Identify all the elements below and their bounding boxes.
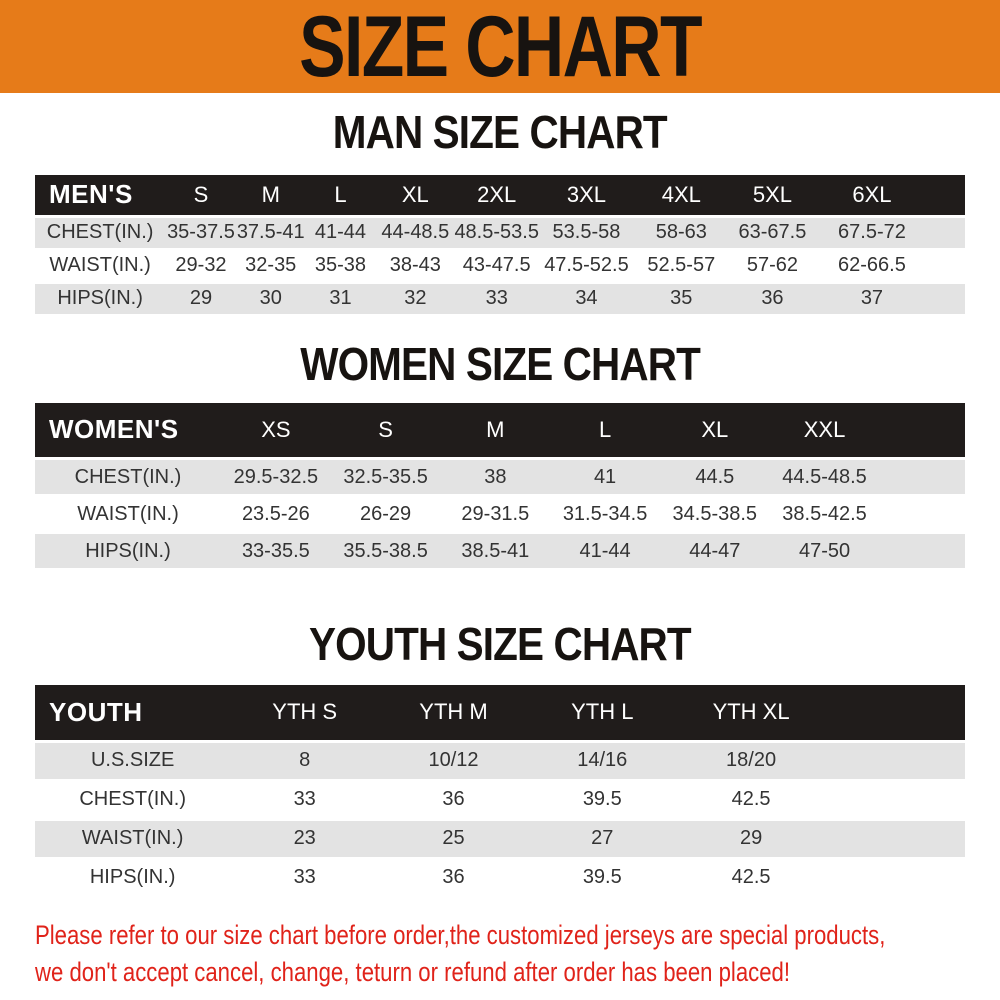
- table-cell: 35: [634, 282, 729, 315]
- table-cell: 29-32: [165, 249, 237, 282]
- table-cell: 25: [379, 819, 528, 858]
- row-label-cell: WAIST(IN.): [35, 819, 230, 858]
- table-cell: 33: [230, 858, 379, 897]
- header-cell: 6XL: [816, 175, 928, 216]
- spacer-cell: [928, 249, 965, 282]
- table-cell: 35.5-38.5: [331, 533, 441, 570]
- table-cell: 29: [677, 819, 826, 858]
- table-cell: 35-38: [305, 249, 377, 282]
- table-cell: 8: [230, 741, 379, 780]
- table-cell: 23.5-26: [221, 496, 331, 533]
- row-label-cell: CHEST(IN.): [35, 216, 165, 249]
- table-row: [35, 459, 965, 496]
- women-section-heading: [0, 337, 1000, 390]
- table-cell: 44.5-48.5: [770, 459, 880, 496]
- table-cell: 29: [165, 282, 237, 315]
- table-cell: 29.5-32.5: [221, 459, 331, 496]
- table-row: [35, 819, 965, 858]
- table-cell: 42.5: [677, 780, 826, 819]
- women-size-section: [0, 337, 1000, 572]
- disclaimer-line-1: Please refer to our size chart before order,the customized jerseys are special products,: [35, 919, 886, 950]
- header-cell: WOMEN'S: [35, 403, 221, 459]
- spacer-cell: [879, 459, 965, 496]
- spacer-cell: [825, 858, 965, 897]
- table-cell: 39.5: [528, 858, 677, 897]
- table-cell: 42.5: [677, 858, 826, 897]
- table-cell: 36: [729, 282, 816, 315]
- header-cell: XS: [221, 403, 331, 459]
- spacer-cell: [825, 780, 965, 819]
- table-cell: 36: [379, 780, 528, 819]
- table-cell: 41-44: [550, 533, 660, 570]
- table-cell: 37: [816, 282, 928, 315]
- table-cell: 33-35.5: [221, 533, 331, 570]
- men-size-table: [35, 175, 965, 317]
- table-cell: 52.5-57: [634, 249, 729, 282]
- size-chart-banner: [0, 0, 1000, 93]
- disclaimer-note: [35, 917, 1000, 991]
- table-cell: 36: [379, 858, 528, 897]
- row-label-cell: WAIST(IN.): [35, 496, 221, 533]
- table-row: [35, 780, 965, 819]
- header-cell: L: [305, 175, 377, 216]
- header-cell: S: [331, 403, 441, 459]
- man-section-heading: [0, 106, 1000, 158]
- table-row: [35, 858, 965, 897]
- table-cell: 27: [528, 819, 677, 858]
- table-cell: 23: [230, 819, 379, 858]
- table-cell: 31: [305, 282, 377, 315]
- heading-text: YOUTH SIZE CHART: [309, 618, 691, 670]
- youth-size-section: [0, 618, 1000, 899]
- table-cell: 29-31.5: [440, 496, 550, 533]
- heading-text: WOMEN SIZE CHART: [300, 337, 700, 390]
- table-cell: 44-47: [660, 533, 770, 570]
- table-cell: 62-66.5: [816, 249, 928, 282]
- youth-section-heading: [0, 618, 1000, 670]
- table-cell: 34.5-38.5: [660, 496, 770, 533]
- table-cell: 67.5-72: [816, 216, 928, 249]
- table-row: [35, 496, 965, 533]
- header-cell: 4XL: [634, 175, 729, 216]
- spacer-cell: [928, 216, 965, 249]
- man-size-section: [0, 106, 1000, 317]
- table-cell: 38: [440, 459, 550, 496]
- header-row: [35, 403, 965, 459]
- spacer-cell: [879, 496, 965, 533]
- table-row: [35, 741, 965, 780]
- table-cell: 38.5-42.5: [770, 496, 880, 533]
- table-cell: 58-63: [634, 216, 729, 249]
- table-cell: 31.5-34.5: [550, 496, 660, 533]
- table-row: [35, 216, 965, 249]
- table-row: [35, 282, 965, 315]
- header-cell: 2XL: [454, 175, 539, 216]
- row-label-cell: CHEST(IN.): [35, 780, 230, 819]
- spacer-cell: [928, 282, 965, 315]
- spacer-cell: [928, 175, 965, 216]
- table-cell: 47.5-52.5: [539, 249, 634, 282]
- row-label-cell: U.S.SIZE: [35, 741, 230, 780]
- table-cell: 43-47.5: [454, 249, 539, 282]
- table-cell: 10/12: [379, 741, 528, 780]
- table-cell: 18/20: [677, 741, 826, 780]
- header-cell: YTH L: [528, 685, 677, 741]
- header-cell: 5XL: [729, 175, 816, 216]
- row-label-cell: HIPS(IN.): [35, 282, 165, 315]
- header-cell: YTH XL: [677, 685, 826, 741]
- table-cell: 33: [230, 780, 379, 819]
- header-row: [35, 175, 965, 216]
- table-cell: 32: [376, 282, 454, 315]
- table-cell: 41: [550, 459, 660, 496]
- spacer-cell: [879, 533, 965, 570]
- women-size-table: [35, 403, 965, 572]
- table-cell: 33: [454, 282, 539, 315]
- table-cell: 41-44: [305, 216, 377, 249]
- spacer-cell: [825, 741, 965, 780]
- header-cell: 3XL: [539, 175, 634, 216]
- table-cell: 38-43: [376, 249, 454, 282]
- table-cell: 57-62: [729, 249, 816, 282]
- header-cell: XL: [660, 403, 770, 459]
- table-row: [35, 533, 965, 570]
- row-label-cell: HIPS(IN.): [35, 533, 221, 570]
- table-cell: 26-29: [331, 496, 441, 533]
- table-cell: 30: [237, 282, 305, 315]
- header-cell: MEN'S: [35, 175, 165, 216]
- table-cell: 39.5: [528, 780, 677, 819]
- header-cell: YTH M: [379, 685, 528, 741]
- table-cell: 38.5-41: [440, 533, 550, 570]
- row-label-cell: WAIST(IN.): [35, 249, 165, 282]
- spacer-cell: [825, 685, 965, 741]
- header-cell: M: [440, 403, 550, 459]
- table-cell: 32-35: [237, 249, 305, 282]
- table-cell: 44-48.5: [376, 216, 454, 249]
- table-cell: 32.5-35.5: [331, 459, 441, 496]
- spacer-cell: [825, 819, 965, 858]
- header-cell: XL: [376, 175, 454, 216]
- spacer-cell: [879, 403, 965, 459]
- banner-title: SIZE CHART: [299, 0, 701, 95]
- header-cell: XXL: [770, 403, 880, 459]
- table-cell: 34: [539, 282, 634, 315]
- header-cell: YOUTH: [35, 685, 230, 741]
- table-cell: 44.5: [660, 459, 770, 496]
- header-cell: L: [550, 403, 660, 459]
- table-row: [35, 249, 965, 282]
- table-cell: 47-50: [770, 533, 880, 570]
- header-cell: YTH S: [230, 685, 379, 741]
- table-cell: 37.5-41: [237, 216, 305, 249]
- header-row: [35, 685, 965, 741]
- disclaimer-line-2: we don't accept cancel, change, teturn or refund after order has been placed!: [35, 956, 791, 987]
- table-cell: 53.5-58: [539, 216, 634, 249]
- table-cell: 35-37.5: [165, 216, 237, 249]
- table-cell: 14/16: [528, 741, 677, 780]
- header-cell: S: [165, 175, 237, 216]
- row-label-cell: CHEST(IN.): [35, 459, 221, 496]
- table-cell: 63-67.5: [729, 216, 816, 249]
- header-cell: M: [237, 175, 305, 216]
- row-label-cell: HIPS(IN.): [35, 858, 230, 897]
- youth-size-table: [35, 685, 965, 899]
- table-cell: 48.5-53.5: [454, 216, 539, 249]
- heading-text: MAN SIZE CHART: [332, 106, 667, 158]
